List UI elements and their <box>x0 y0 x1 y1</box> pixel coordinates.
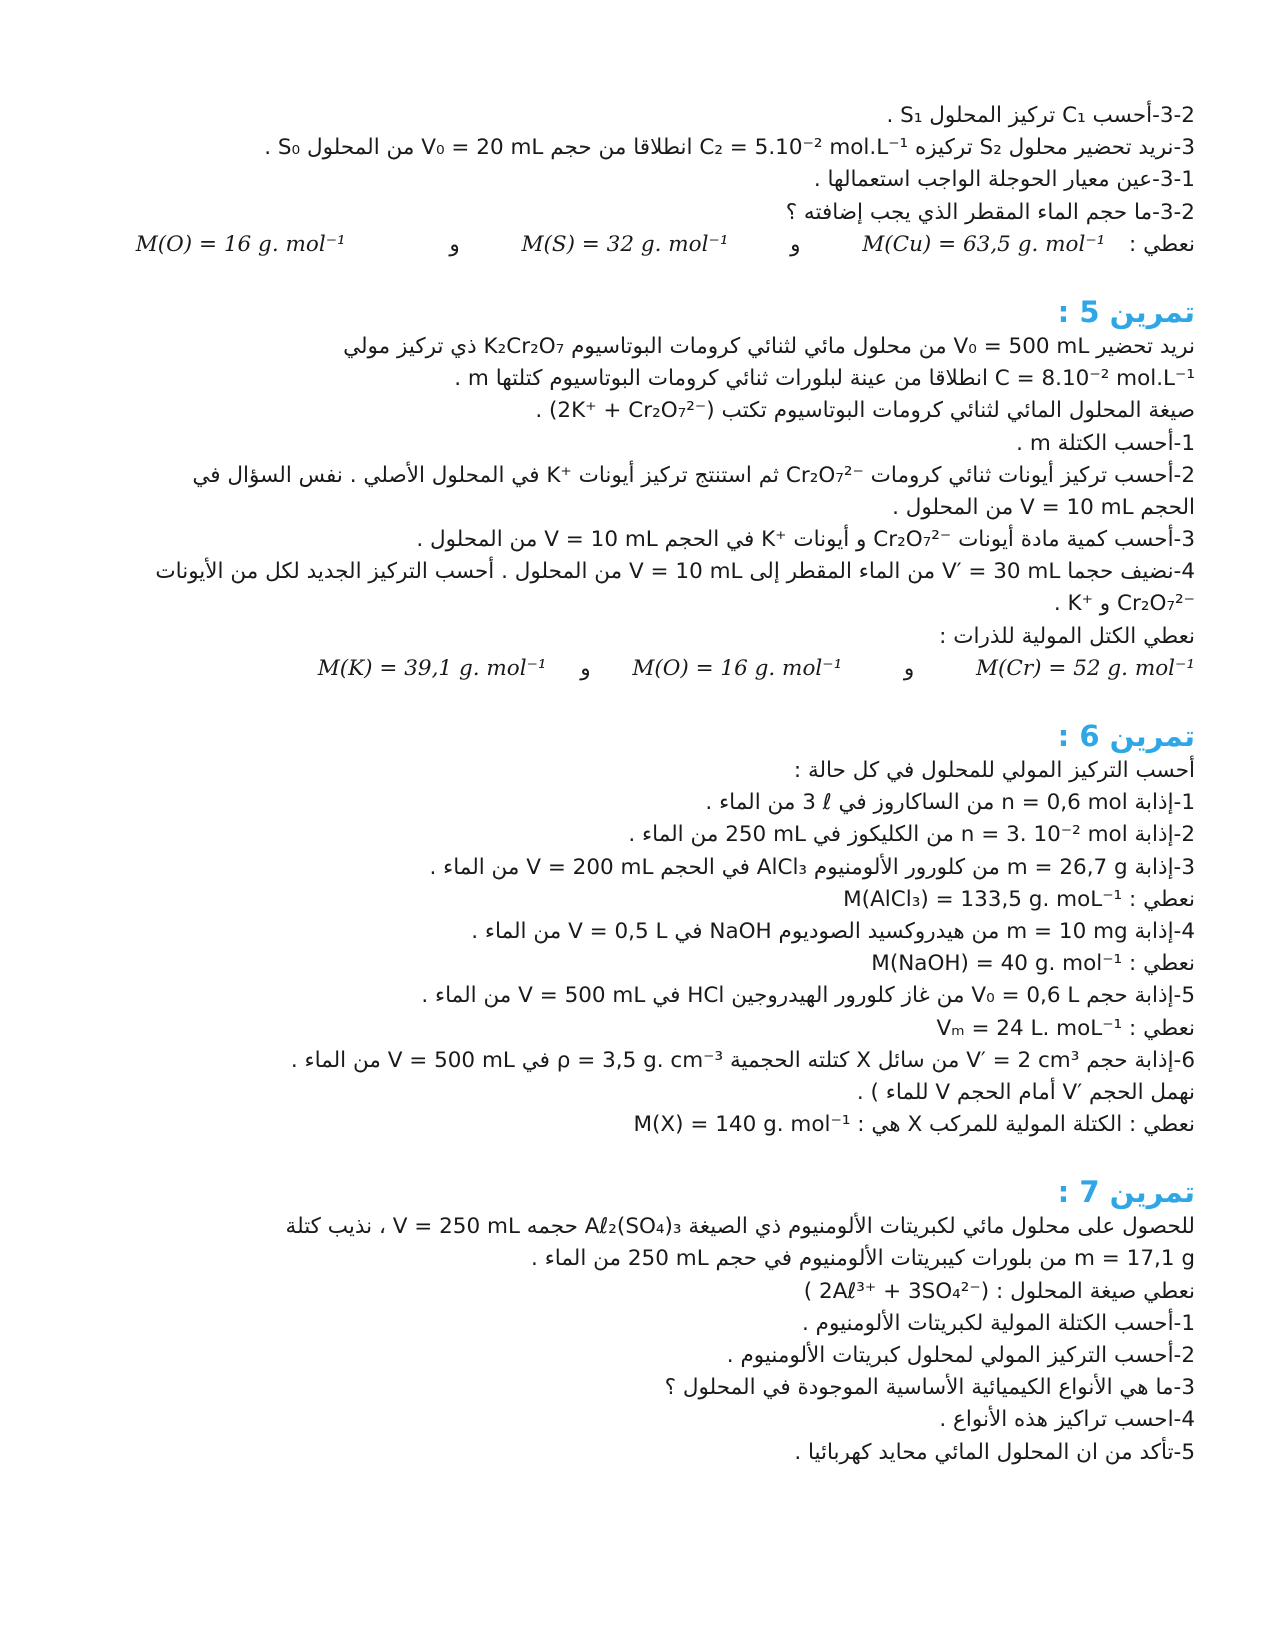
ex6-line-2: 1-إذابة ‎n = 0,6 mol‎ من الساكاروز في ‎3 ℓ‎ من الماء . <box>705 790 1195 816</box>
ex6-line-3: 2-إذابة ‎n = 3. 10⁻² mol‎ من الكليكوز في ‎250 mL‎ من الماء . <box>628 822 1195 848</box>
ex5-line-10: نعطي الكتل المولية للذرات : <box>939 623 1195 649</box>
molar-mass-k: M(K) = 39,1 g. mol⁻¹ <box>317 655 547 681</box>
ex5-line-4: 1-أحسب الكتلة ‎m‎ . <box>1016 430 1195 456</box>
and-word: و <box>580 655 591 681</box>
ex7-line-7: 4-احسب تراكيز هذه الأنواع . <box>939 1407 1195 1433</box>
exercise-7-title: تمرين 7 : <box>1057 1175 1195 1210</box>
ex7-line-2: ‎m = 17,1 g‎ من بلورات كيبريتات الألومنيوم في حجم ‎250 mL‎ من الماء . <box>531 1246 1195 1272</box>
ex6-line-6: 4-إذابة ‎m = 10 mg‎ من هيدروكسيد الصوديوم ‎NaOH‎ في ‎V = 0,5 L‎ من الماء . <box>471 918 1195 944</box>
and-word: و <box>790 231 801 257</box>
exercise-5-title: تمرين 5 : <box>1057 294 1195 329</box>
ex6-line-1: أحسب التركيز المولي للمحلول في كل حالة : <box>793 758 1195 783</box>
part-a-given-line <box>70 229 1195 261</box>
molar-mass-cr: M(Cr) = 52 g. mol⁻¹ <box>976 655 1195 681</box>
ex5-line-7: 3-أحسب كمية مادة أيونات ‎Cr₂O₇²⁻‎ و أيونات ‎K⁺‎ في الحجم ‎V = 10 mL‎ من المحلول . <box>416 527 1195 553</box>
ex6-line-7: نعطي : ‎M(NaOH) = 40 g. mol⁻¹‎ <box>871 951 1195 977</box>
ex5-line-8: 4-نضيف حجما ‎V′ = 30 mL‎ من الماء المقطر إلى ‎V = 10 mL‎ من المحلول . أحسب التركيز الجديد لكل من الأيونات <box>155 559 1195 585</box>
ex7-line-8: 5-تأكد من ان المحلول المائي محايد كهربائيا . <box>794 1439 1195 1465</box>
ex6-line-5: نعطي : ‎M(AlCl₃) = 133,5 g. moL⁻¹‎ <box>843 886 1195 912</box>
ex5-given-line <box>70 653 1195 685</box>
ex5-line-5: 2-أحسب تركيز أيونات ثنائي كرومات ‎Cr₂O₇²⁻‎ ثم استنتج تركيز أيونات ‎K⁺‎ في المحلول الأصلي . نفس السؤال في <box>192 462 1195 488</box>
ex5-line-6: الحجم ‎V = 10 mL‎ من المحلول . <box>892 494 1195 520</box>
part-a-line-3: 3-1-عين معيار الحوجلة الواجب استعمالها . <box>813 167 1195 193</box>
molar-mass-cu: M(Cu) = 63,5 g. mol⁻¹ <box>862 231 1106 257</box>
ex6-line-9: نعطي : ‎Vₘ = 24 L. moL⁻¹‎ <box>936 1015 1195 1041</box>
ex5-line-3: صيغة المحلول المائي لثنائي كرومات البوتاسيوم تكتب ‎(2K⁺ + Cr₂O₇²⁻)‎ . <box>535 398 1195 424</box>
part-a-line-1: 3-2-أحسب ‎C₁‎ تركيز المحلول ‎S₁‎ . <box>886 103 1195 128</box>
ex6-line-11: نهمل الحجم ‎V′‎ أمام الحجم ‎V‎ للماء ) . <box>856 1079 1195 1105</box>
ex7-line-1: للحصول على محلول مائي لكبريتات الألومنيوم ذي الصيغة ‎Aℓ₂(SO₄)₃‎ حجمه ‎V = 250 mL‎ ، نذيب كتلة <box>285 1214 1195 1240</box>
ex7-line-4: 1-أحسب الكتلة المولية لكبريتات الألومنيوم . <box>801 1310 1195 1336</box>
molar-mass-s: M(S) = 32 g. mol⁻¹ <box>521 231 729 257</box>
given-label: نعطي : <box>1129 231 1195 257</box>
worksheet-page <box>70 100 1195 1469</box>
ex6-line-10: 6-إذابة حجم ‎V′ = 2 cm³‎ من سائل ‎X‎ كتلته الحجمية ‎ρ = 3,5 g. cm⁻³‎ في ‎V = 500 mL‎ من الماء . <box>290 1047 1195 1073</box>
ex5-line-1: نريد تحضير ‎V₀ = 500 mL‎ من محلول مائي لثنائي كرومات البوتاسيوم ‎K₂Cr₂O₇‎ ذي تركيز مولي <box>343 333 1195 359</box>
ex6-line-4: 3-إذابة ‎m = 26,7 g‎ من كلورور الألومنيوم ‎AlCl₃‎ في الحجم ‎V = 200 mL‎ من الماء . <box>429 854 1195 880</box>
exercise-6-title: تمرين 6 : <box>1057 719 1195 753</box>
part-a-line-2: 3-نريد تحضير محلول ‎S₂‎ تركيزه ‎C₂ = 5.10⁻² mol.L⁻¹‎ انطلاقا من حجم ‎V₀ = 20 mL‎ من المحلول ‎S₀‎ . <box>264 135 1195 161</box>
ex7-line-6: 3-ما هي الأنواع الكيميائية الأساسية الموجودة في المحلول ؟ <box>664 1375 1195 1401</box>
and-word: و <box>903 655 915 681</box>
ex7-line-3: نعطي صيغة المحلول : ‎( 2Aℓ³⁺ + 3SO₄²⁻)‎ <box>803 1278 1195 1304</box>
ex5-line-9: ‎Cr₂O₇²⁻‎ و ‎K⁺‎ . <box>1053 591 1195 617</box>
and-word: و <box>449 231 460 257</box>
ex7-line-5: 2-أحسب التركيز المولي لمحلول كبريتات الألومنيوم . <box>726 1343 1195 1368</box>
ex6-line-12: نعطي : الكتلة المولية للمركب ‎X‎ هي : ‎M(X) = 140 g. mol⁻¹‎ <box>633 1112 1195 1138</box>
ex5-line-2: ‎C = 8.10⁻² mol.L⁻¹‎ انطلاقا من عينة لبلورات ثنائي كرومات البوتاسيوم كتلتها ‎m‎ . <box>454 366 1195 392</box>
molar-mass-o: M(O) = 16 g. mol⁻¹ <box>135 231 346 257</box>
ex6-line-8: 5-إذابة حجم ‎V₀ = 0,6 L‎ من غاز كلورور الهيدروجين ‎HCl‎ في ‎V = 500 mL‎ من الماء . <box>421 983 1195 1009</box>
molar-mass-o: M(O) = 16 g. mol⁻¹ <box>632 655 843 681</box>
part-a-line-4: 3-2-ما حجم الماء المقطر الذي يجب إضافته ؟ <box>785 199 1195 225</box>
